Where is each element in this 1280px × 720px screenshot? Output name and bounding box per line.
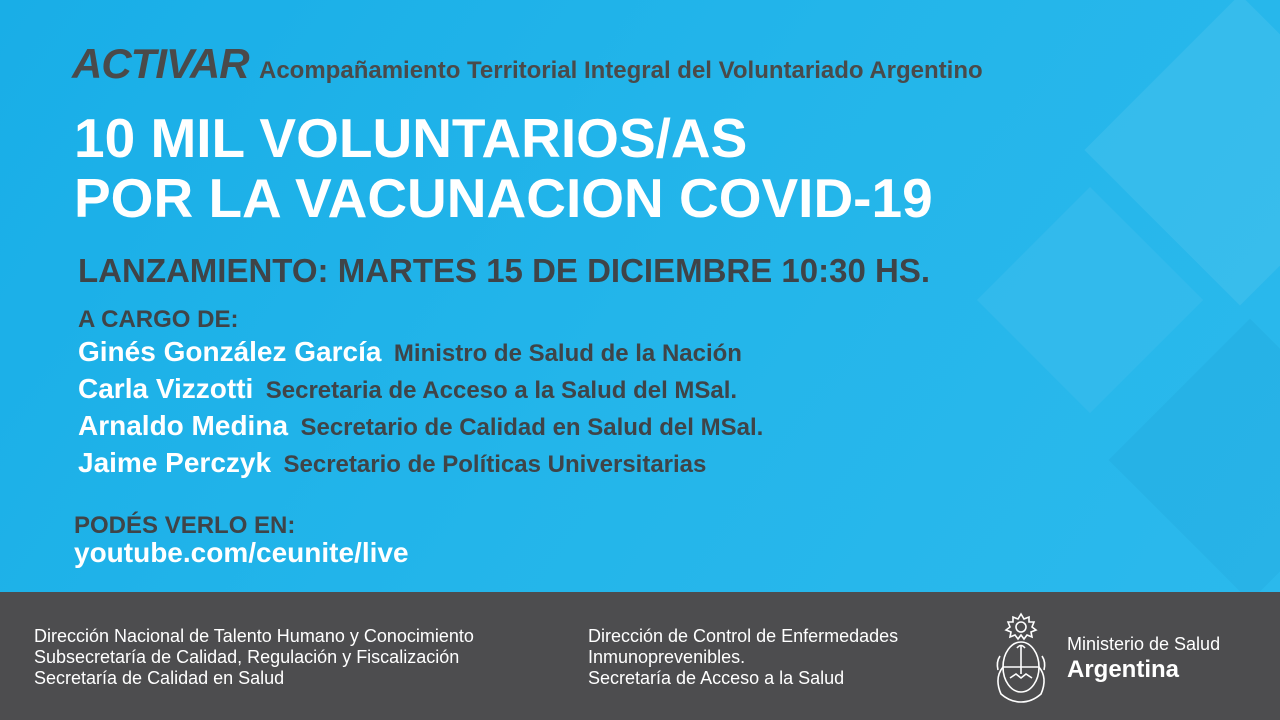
ministry-name [1067,633,1220,685]
footer-middle-line: Secretaría de Acceso a la Salud [588,668,845,688]
speaker-list [78,336,763,484]
speaker-name: Ginés González García [78,336,382,367]
speaker-name: Arnaldo Medina [78,410,289,441]
footer-left-column [34,626,474,689]
brand-description: Acompañamiento Territorial Integral del Voluntariado Argentino [259,57,983,84]
footer-left-line: Dirección Nacional de Talento Humano y Conocimiento [34,626,474,646]
speaker-role: Ministro de Salud de la Nación [393,340,742,367]
headline [74,108,933,228]
footer-left-line: Subsecretaría de Calidad, Regulación y Fiscalización [34,647,460,667]
ministry-name-line-2: Argentina [1067,656,1180,683]
launch-date: LANZAMIENTO: MARTES 15 DE DICIEMBRE 10:30 HS. [78,252,931,289]
speaker-role: Secretario de Políticas Universitarias [283,451,707,478]
speaker-item [78,447,763,484]
ministry-logo [990,610,1230,706]
coat-of-arms-icon [990,610,1052,706]
watch-label: PODÉS VERLO EN: [74,512,296,539]
ministry-name-line-1: Ministerio de Salud [1067,634,1221,654]
stream-link[interactable]: youtube.com/ceunite/live [74,537,409,568]
speaker-item [78,336,763,373]
speaker-role: Secretaria de Acceso a la Salud del MSal. [265,377,738,404]
headline-line-1: 10 MIL VOLUNTARIOS/AS [74,107,748,169]
speaker-item [78,373,763,410]
speaker-item [78,410,763,447]
speakers-heading: A CARGO DE: [78,306,239,333]
footer [0,592,1280,720]
speaker-name: Jaime Perczyk [78,447,272,478]
footer-middle-column [588,626,898,689]
brand-name: ACTIVAR [72,40,249,87]
footer-middle-line: Dirección de Control de Enfermedades [588,626,899,646]
headline-line-2: POR LA VACUNACION COVID-19 [74,167,933,229]
speaker-role: Secretario de Calidad en Salud del MSal. [300,414,764,441]
footer-middle-line: Inmunoprevenibles. [588,647,746,667]
brand-line [72,40,983,88]
speaker-name: Carla Vizzotti [78,373,254,404]
footer-left-line: Secretaría de Calidad en Salud [34,668,285,688]
